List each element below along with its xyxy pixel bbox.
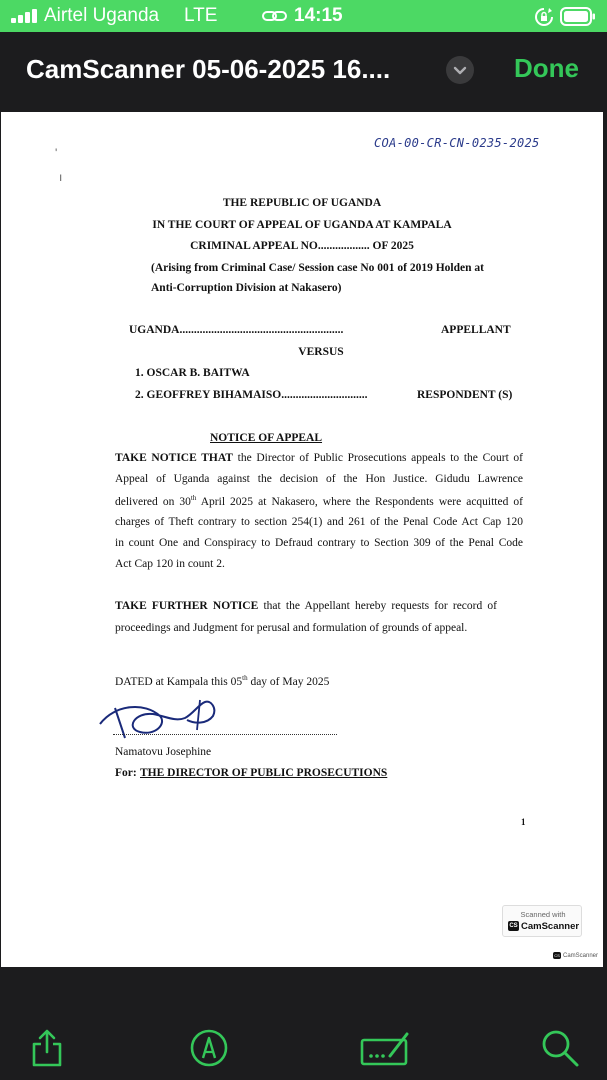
further-notice-line: proceedings and Judgment for perusal and formulation of grounds of appeal. bbox=[115, 622, 468, 634]
bottom-toolbar bbox=[0, 968, 607, 1080]
signal-icon bbox=[11, 9, 37, 23]
notice-line bbox=[115, 452, 523, 464]
signature-mark bbox=[95, 694, 225, 744]
respondent-2: 2. GEOFFREY BIHAMAISO.............................. bbox=[135, 389, 368, 401]
scanned-with-label: Scanned with bbox=[520, 910, 566, 919]
orientation-lock-icon bbox=[534, 7, 554, 27]
take-further-notice-lead: TAKE FURTHER NOTICE bbox=[115, 600, 259, 612]
notice-text: April 2025 at Nakasero, where the Respondents were acquitted of bbox=[196, 495, 523, 508]
handwritten-reference-number: COA-00-CR-CN-0235-2025 bbox=[374, 136, 540, 150]
brand-label: CamScanner bbox=[521, 921, 580, 932]
appellant-party: UGANDA......................................................... bbox=[129, 324, 344, 336]
notice-line bbox=[115, 494, 523, 508]
document-heading-court: IN THE COURT OF APPEAL OF UGANDA AT KAMPALA bbox=[152, 219, 452, 231]
dated-line bbox=[115, 674, 329, 688]
markup-icon[interactable] bbox=[189, 1028, 229, 1068]
document-heading-arising: (Arising from Criminal Case/ Session case No 001 of 2019 Holden at bbox=[151, 262, 484, 274]
notice-line: Appeal of Uganda against the decision of the Hon Justice. Gidudu Lawrence bbox=[115, 473, 523, 485]
ordinal-suffix: th bbox=[190, 494, 197, 502]
document-heading-appeal-no: CRIMINAL APPEAL NO.................. OF 2025 bbox=[190, 240, 414, 252]
notice-heading: NOTICE OF APPEAL bbox=[210, 432, 323, 444]
signature-line bbox=[113, 734, 337, 735]
status-time: 14:15 bbox=[294, 5, 343, 26]
document-heading-division: Anti-Corruption Division at Nakasero) bbox=[151, 282, 342, 294]
status-bar bbox=[0, 0, 607, 32]
dated-text: DATED at Kampala this 05 bbox=[115, 675, 243, 688]
notice-line: charges of Theft contrary to section 254(1) and 261 of the Penal Code Act Cap 120 bbox=[115, 516, 523, 528]
network-type: LTE bbox=[184, 5, 218, 26]
done-button[interactable]: Done bbox=[514, 53, 579, 83]
notice-line: Act Cap 120 in count 2. bbox=[115, 558, 225, 570]
page-mark: ı bbox=[59, 170, 63, 184]
signatory-office: THE DIRECTOR OF PUBLIC PROSECUTIONS bbox=[140, 767, 388, 779]
notice-text: that the Appellant hereby requests for record of bbox=[258, 600, 497, 612]
camscanner-brand bbox=[508, 921, 579, 932]
signatory-name: Namatovu Josephine bbox=[115, 746, 212, 758]
notice-line: in count One and Conspiracy to Defraud contrary to Section 309 of the Penal Code bbox=[115, 537, 523, 549]
search-icon[interactable] bbox=[540, 1028, 580, 1068]
camscanner-logo-icon: CS bbox=[509, 923, 518, 930]
appellant-label: APPELLANT bbox=[441, 324, 511, 336]
further-notice-line bbox=[115, 600, 497, 612]
camscanner-logo-icon: CS bbox=[554, 953, 560, 958]
link-icon bbox=[262, 9, 288, 23]
signature-icon[interactable] bbox=[360, 1028, 412, 1068]
document-page[interactable] bbox=[1, 112, 603, 967]
page-mark: ' bbox=[55, 146, 58, 160]
respondent-label: RESPONDENT (S) bbox=[417, 389, 513, 401]
notice-text: delivered on 30 bbox=[115, 495, 191, 508]
for-label: For: bbox=[115, 767, 137, 779]
navigation-bar bbox=[0, 32, 607, 110]
take-notice-lead: TAKE NOTICE THAT bbox=[115, 452, 233, 464]
page-number: 1 bbox=[521, 817, 526, 827]
document-heading-republic: THE REPUBLIC OF UGANDA bbox=[222, 197, 382, 209]
carrier-name: Airtel Uganda bbox=[44, 5, 160, 26]
respondent-1: 1. OSCAR B. BAITWA bbox=[135, 367, 250, 379]
share-icon[interactable] bbox=[27, 1028, 67, 1068]
title-menu-button[interactable] bbox=[446, 56, 474, 84]
camscanner-watermark bbox=[502, 905, 582, 937]
notice-text: the Director of Public Prosecutions appeals to the Court of bbox=[232, 452, 524, 464]
battery-icon bbox=[560, 7, 596, 26]
dated-text: day of May 2025 bbox=[247, 675, 330, 688]
camscanner-small-brand bbox=[553, 952, 598, 959]
chevron-down-icon bbox=[446, 56, 474, 84]
document-title: CamScanner 05-06-2025 16.... bbox=[26, 54, 391, 84]
brand-label: CamScanner bbox=[563, 953, 599, 960]
versus-label: VERSUS bbox=[298, 346, 344, 358]
ordinal-suffix: th bbox=[242, 674, 248, 682]
